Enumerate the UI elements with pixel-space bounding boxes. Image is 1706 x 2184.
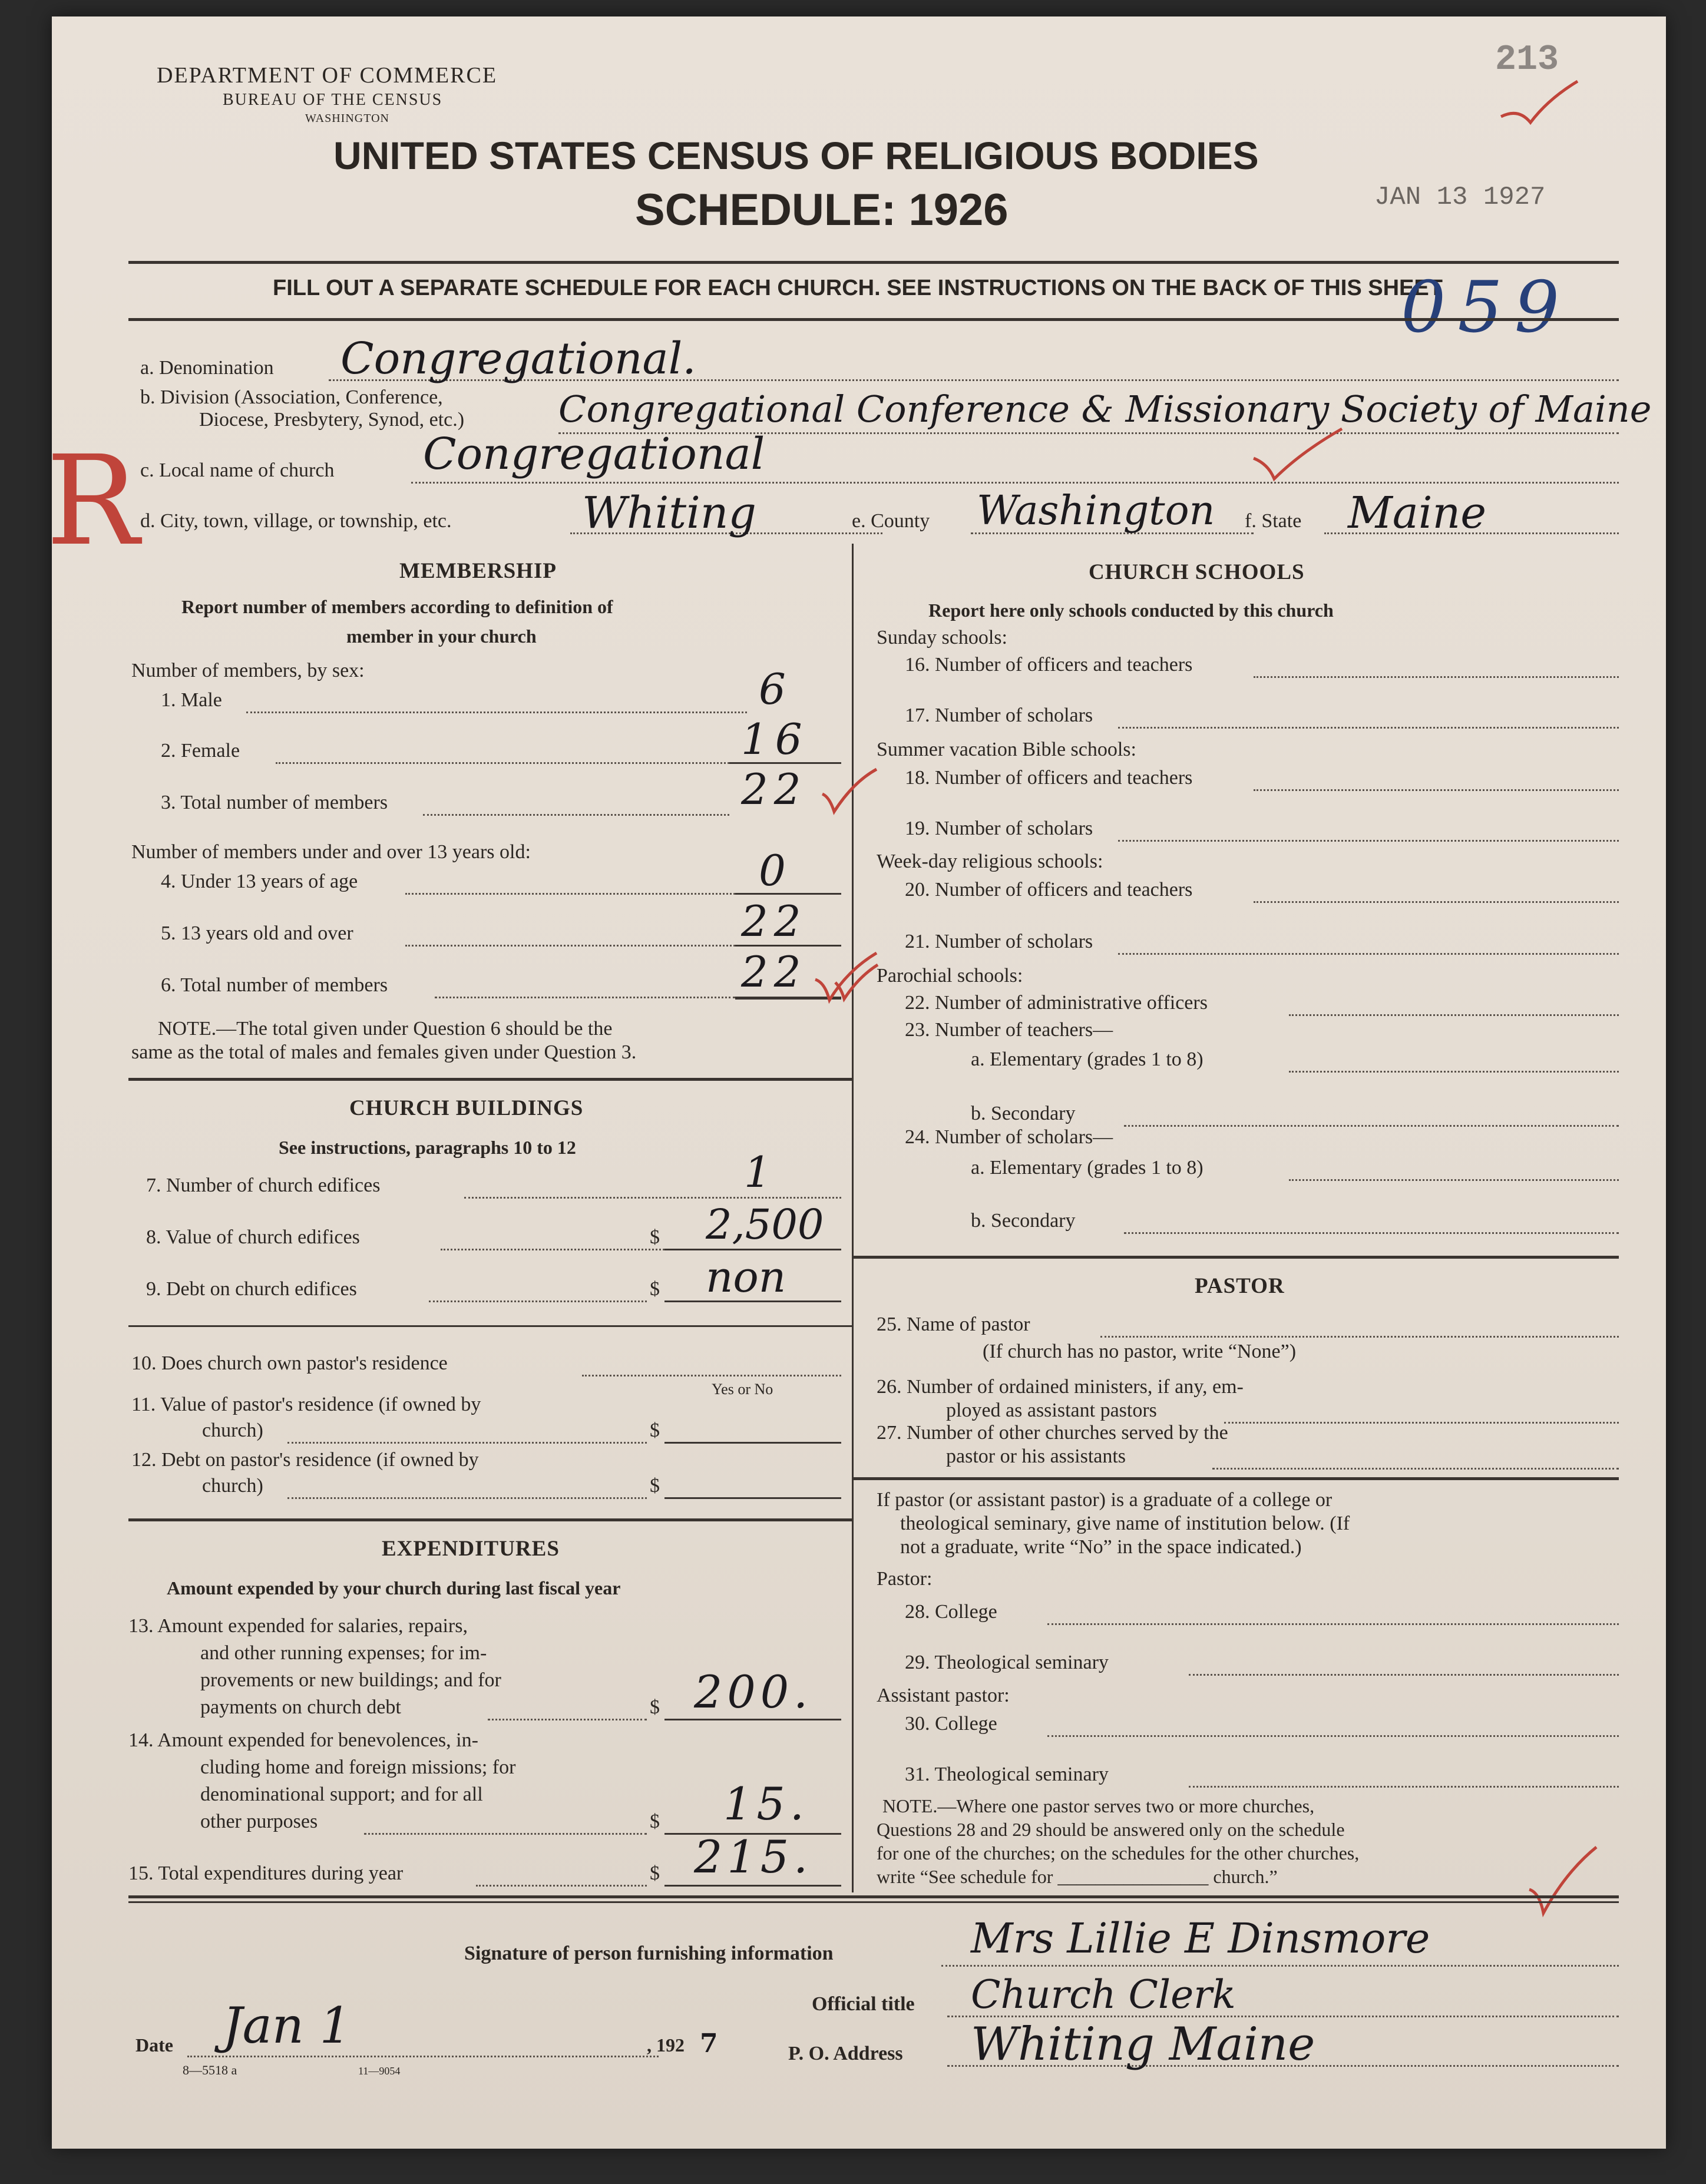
q13-label-2: and other running expenses; for im- [200,1642,487,1664]
q7-label: 7. Number of church edifices [146,1174,381,1196]
q24a-line [1289,1179,1619,1181]
q13-label-4: payments on church debt [200,1696,401,1718]
q17-line [1118,727,1619,729]
checkmark-icon [1495,75,1583,128]
schedule-title: SCHEDULE: 1926 [635,185,1009,235]
q23b-label: b. Secondary [971,1103,1076,1124]
q5-value: 22 [741,896,807,946]
q25-note: (If church has no pastor, write “None”) [983,1341,1297,1362]
q16-label: 16. Number of officers and teachers [905,654,1193,676]
underline [729,762,841,764]
q30-label: 30. College [905,1713,997,1735]
division-label-1: b. Division (Association, Conference, [140,386,443,408]
q26-line [1224,1422,1619,1424]
q2-value: 16 [741,714,809,764]
pastor-note-2: Questions 28 and 29 should be answered only on the schedule [877,1819,1345,1840]
membership-note-2: same as the total of males and females given under Question 3. [131,1041,637,1063]
divider [128,1078,852,1081]
dollar-sign: $ [650,1475,660,1497]
local-name-line [411,482,1619,484]
column-divider [852,544,854,1892]
q14-value: 15. [723,1778,809,1830]
dollar-sign: $ [650,1226,660,1248]
summer-label: Summer vacation Bible schools: [877,739,1136,760]
buildings-subtitle: See instructions, paragraphs 10 to 12 [279,1137,576,1158]
expenditures-subtitle: Amount expended by your church during last fiscal year [167,1577,621,1599]
q1-line [246,712,747,713]
underline [735,893,841,895]
q1-value: 6 [759,664,786,714]
q13-value: 200. [694,1666,813,1718]
q10-label: 10. Does church own pastor's residence [131,1352,448,1374]
q9-label: 9. Debt on church edifices [146,1278,357,1300]
q14-label-2: cluding home and foreign missions; for [200,1756,516,1778]
q7-line [464,1197,841,1199]
by-age-label: Number of members under and over 13 years old: [131,841,531,863]
sunday-label: Sunday schools: [877,627,1007,648]
q22-line [1289,1014,1619,1016]
q24a-label: a. Elementary (grades 1 to 8) [971,1157,1204,1179]
local-name-value: Congregational [423,429,765,479]
divider [128,318,1619,321]
checkmark-icon [1248,423,1348,488]
county-label: e. County [852,510,930,532]
dollar-sign: $ [650,1862,660,1884]
signature-line [941,1965,1619,1967]
dollar-sign: $ [650,1278,660,1300]
q6-line [435,997,735,998]
received-date-stamp: JAN 13 1927 [1374,183,1546,212]
q6-label: 6. Total number of members [161,974,388,996]
q4-label: 4. Under 13 years of age [161,871,358,892]
q8-label: 8. Value of church edifices [146,1226,360,1248]
q19-label: 19. Number of scholars [905,818,1093,839]
q20-line [1254,901,1619,903]
q9-line [429,1301,647,1302]
dollar-sign: $ [650,1811,660,1832]
underline [664,1497,841,1499]
q23a-line [1289,1071,1619,1073]
q3-line [423,814,729,816]
official-title-label: Official title [812,1993,915,2015]
review-mark: R [46,429,140,573]
q29-line [1189,1674,1619,1676]
pastor-note-1: NOTE.—Where one pastor serves two or more churches, [882,1795,1315,1816]
q31-label: 31. Theological seminary [905,1763,1109,1785]
date-label: Date [135,2034,173,2056]
q24-label: 24. Number of scholars— [905,1126,1113,1148]
checkmark-icon [812,947,882,1006]
instructions-line: FILL OUT A SEPARATE SCHEDULE FOR EACH CHURCH. SEE INSTRUCTIONS ON THE BACK OF THIS SHEET [273,276,1443,300]
bureau-heading: BUREAU OF THE CENSUS [223,91,443,109]
weekday-label: Week-day religious schools: [877,851,1103,872]
q8-line [441,1249,700,1250]
date-line [187,2056,659,2057]
q9-value: non [706,1252,786,1302]
membership-note-1: NOTE.—The total given under Question 6 should be the [158,1018,613,1040]
code-number: 059 [1401,267,1572,349]
q26-label-2: ployed as assistant pastors [946,1399,1157,1421]
state-label: f. State [1245,510,1302,532]
membership-subtitle-2: member in your church [346,626,537,647]
q25-label: 25. Name of pastor [877,1313,1030,1335]
q11-label-2: church) [202,1419,263,1441]
local-name-label: c. Local name of church [140,459,335,481]
schools-subtitle: Report here only schools conducted by this church [928,600,1334,621]
division-label-2: Diocese, Presbytery, Synod, etc.) [199,409,465,431]
q5-line [405,945,735,947]
q14-label-3: denominational support; and for all [200,1783,483,1805]
q10-line [582,1375,841,1376]
q11-line [287,1442,647,1444]
q13-label-1: 13. Amount expended for salaries, repairs, [128,1615,468,1637]
q26-label-1: 26. Number of ordained ministers, if any, em- [877,1376,1244,1398]
q28-label: 28. College [905,1601,997,1623]
graduate-note-2: theological seminary, give name of institution below. (If [900,1513,1350,1534]
q27-label-1: 27. Number of other churches served by the [877,1422,1228,1444]
q3-value: 22 [741,765,807,814]
graduate-note-1: If pastor (or assistant pastor) is a graduate of a college or [877,1489,1333,1511]
q18-line [1254,789,1619,791]
city-value: Whiting [582,488,756,538]
q29-label: 29. Theological seminary [905,1652,1109,1673]
divider [128,1901,1619,1903]
q15-line [476,1885,647,1887]
q13-line [488,1719,647,1720]
q27-line [1212,1468,1619,1470]
schools-heading: CHURCH SCHOOLS [1089,560,1305,584]
q23-label: 23. Number of teachers— [905,1019,1113,1041]
expenditures-heading: EXPENDITURES [382,1537,560,1561]
q11-label-1: 11. Value of pastor's residence (if owned by [131,1394,481,1415]
divider [128,1895,1619,1898]
q6-value: 22 [741,947,807,997]
address-label: P. O. Address [788,2043,903,2064]
department-heading: DEPARTMENT OF COMMERCE [157,63,498,88]
q19-line [1118,840,1619,842]
signature-value: Mrs Lillie E Dinsmore [971,1914,1430,1963]
q28-line [1047,1623,1619,1625]
membership-heading: MEMBERSHIP [399,559,557,583]
q14-line [364,1833,647,1835]
underline [735,945,841,947]
q21-line [1118,953,1619,955]
q15-value: 215. [694,1831,813,1883]
q12-label-2: church) [202,1475,263,1497]
address-value: Whiting Maine [971,2018,1315,2071]
q13-label-3: provements or new buildings; and for [200,1669,501,1691]
pastor-heading: PASTOR [1195,1274,1285,1298]
pastor-group-label: Pastor: [877,1568,933,1590]
official-title-value: Church Clerk [971,1972,1236,2017]
q17-label: 17. Number of scholars [905,704,1093,726]
page-number-stamp: 213 [1495,40,1559,80]
denomination-label: a. Denomination [140,357,274,379]
q15-label: 15. Total expenditures during year [128,1862,404,1884]
form-number: 8—5518 a [183,2063,237,2077]
print-number: 11—9054 [358,2065,401,2077]
yes-no-hint: Yes or No [712,1381,773,1398]
graduate-note-3: not a graduate, write “No” in the space indicated.) [900,1536,1302,1558]
underline [664,1301,841,1302]
census-schedule-sheet [46,16,1666,2149]
q1-label: 1. Male [161,689,222,711]
q21-label: 21. Number of scholars [905,931,1093,952]
q14-label-1: 14. Amount expended for benevolences, in- [128,1729,478,1751]
q27-label-2: pastor or his assistants [946,1445,1126,1467]
parochial-label: Parochial schools: [877,965,1023,987]
underline [664,1249,841,1250]
q22-label: 22. Number of administrative officers [905,992,1208,1014]
checkmark-icon [818,765,882,818]
city-label: d. City, town, village, or township, etc. [140,510,452,532]
q14-label-4: other purposes [200,1811,318,1832]
q23a-label: a. Elementary (grades 1 to 8) [971,1048,1204,1070]
q8-value: 2,500 [706,1200,824,1249]
county-value: Washington [977,488,1215,534]
divider [128,1325,852,1327]
divider [852,1256,1619,1259]
denomination-value: Congregational. [340,333,696,384]
divider [128,261,1619,264]
q31-line [1189,1786,1619,1788]
q25-line [1100,1336,1619,1338]
dollar-sign: $ [650,1696,660,1718]
form-title: UNITED STATES CENSUS OF RELIGIOUS BODIES [333,134,1259,177]
q7-value: 1 [744,1147,771,1197]
q4-value: 0 [759,846,786,895]
pastor-note-3: for one of the churches; on the schedules for the other churches, [877,1842,1360,1864]
q18-label: 18. Number of officers and teachers [905,767,1193,789]
q23b-line [1124,1125,1619,1127]
date-value: Jan 1 [223,1997,351,2054]
division-value: Congregational Conference & Missionary Society of Maine [558,388,1652,431]
underline [664,1885,841,1887]
pastor-note-4: write “See schedule for ________________ church.” [877,1866,1278,1887]
underline [664,1719,841,1720]
dollar-sign: $ [650,1419,660,1441]
q12-line [287,1497,647,1499]
signature-label: Signature of person furnishing information [464,1943,834,1964]
q30-line [1047,1735,1619,1737]
buildings-heading: CHURCH BUILDINGS [349,1096,584,1120]
q5-label: 5. 13 years old and over [161,922,353,944]
q12-label-1: 12. Debt on pastor's residence (if owned by [131,1449,479,1471]
q4-line [405,893,735,895]
year-suffix: 7 [700,2029,718,2059]
q16-line [1254,676,1619,678]
q24b-line [1124,1232,1619,1234]
assistant-group-label: Assistant pastor: [877,1685,1010,1706]
q3-label: 3. Total number of members [161,792,388,813]
divider [128,1518,852,1521]
q2-label: 2. Female [161,740,240,762]
q24b-label: b. Secondary [971,1210,1076,1232]
city-heading: WASHINGTON [305,112,389,125]
by-sex-label: Number of members, by sex: [131,660,365,681]
underline [664,1442,841,1444]
q2-line [276,762,729,764]
membership-subtitle-1: Report number of members according to definition of [181,596,613,617]
divider [852,1477,1619,1480]
checkmark-icon [1525,1842,1601,1919]
q20-label: 20. Number of officers and teachers [905,879,1193,901]
state-value: Maine [1348,488,1487,538]
year-prefix: , 192 [647,2034,685,2056]
